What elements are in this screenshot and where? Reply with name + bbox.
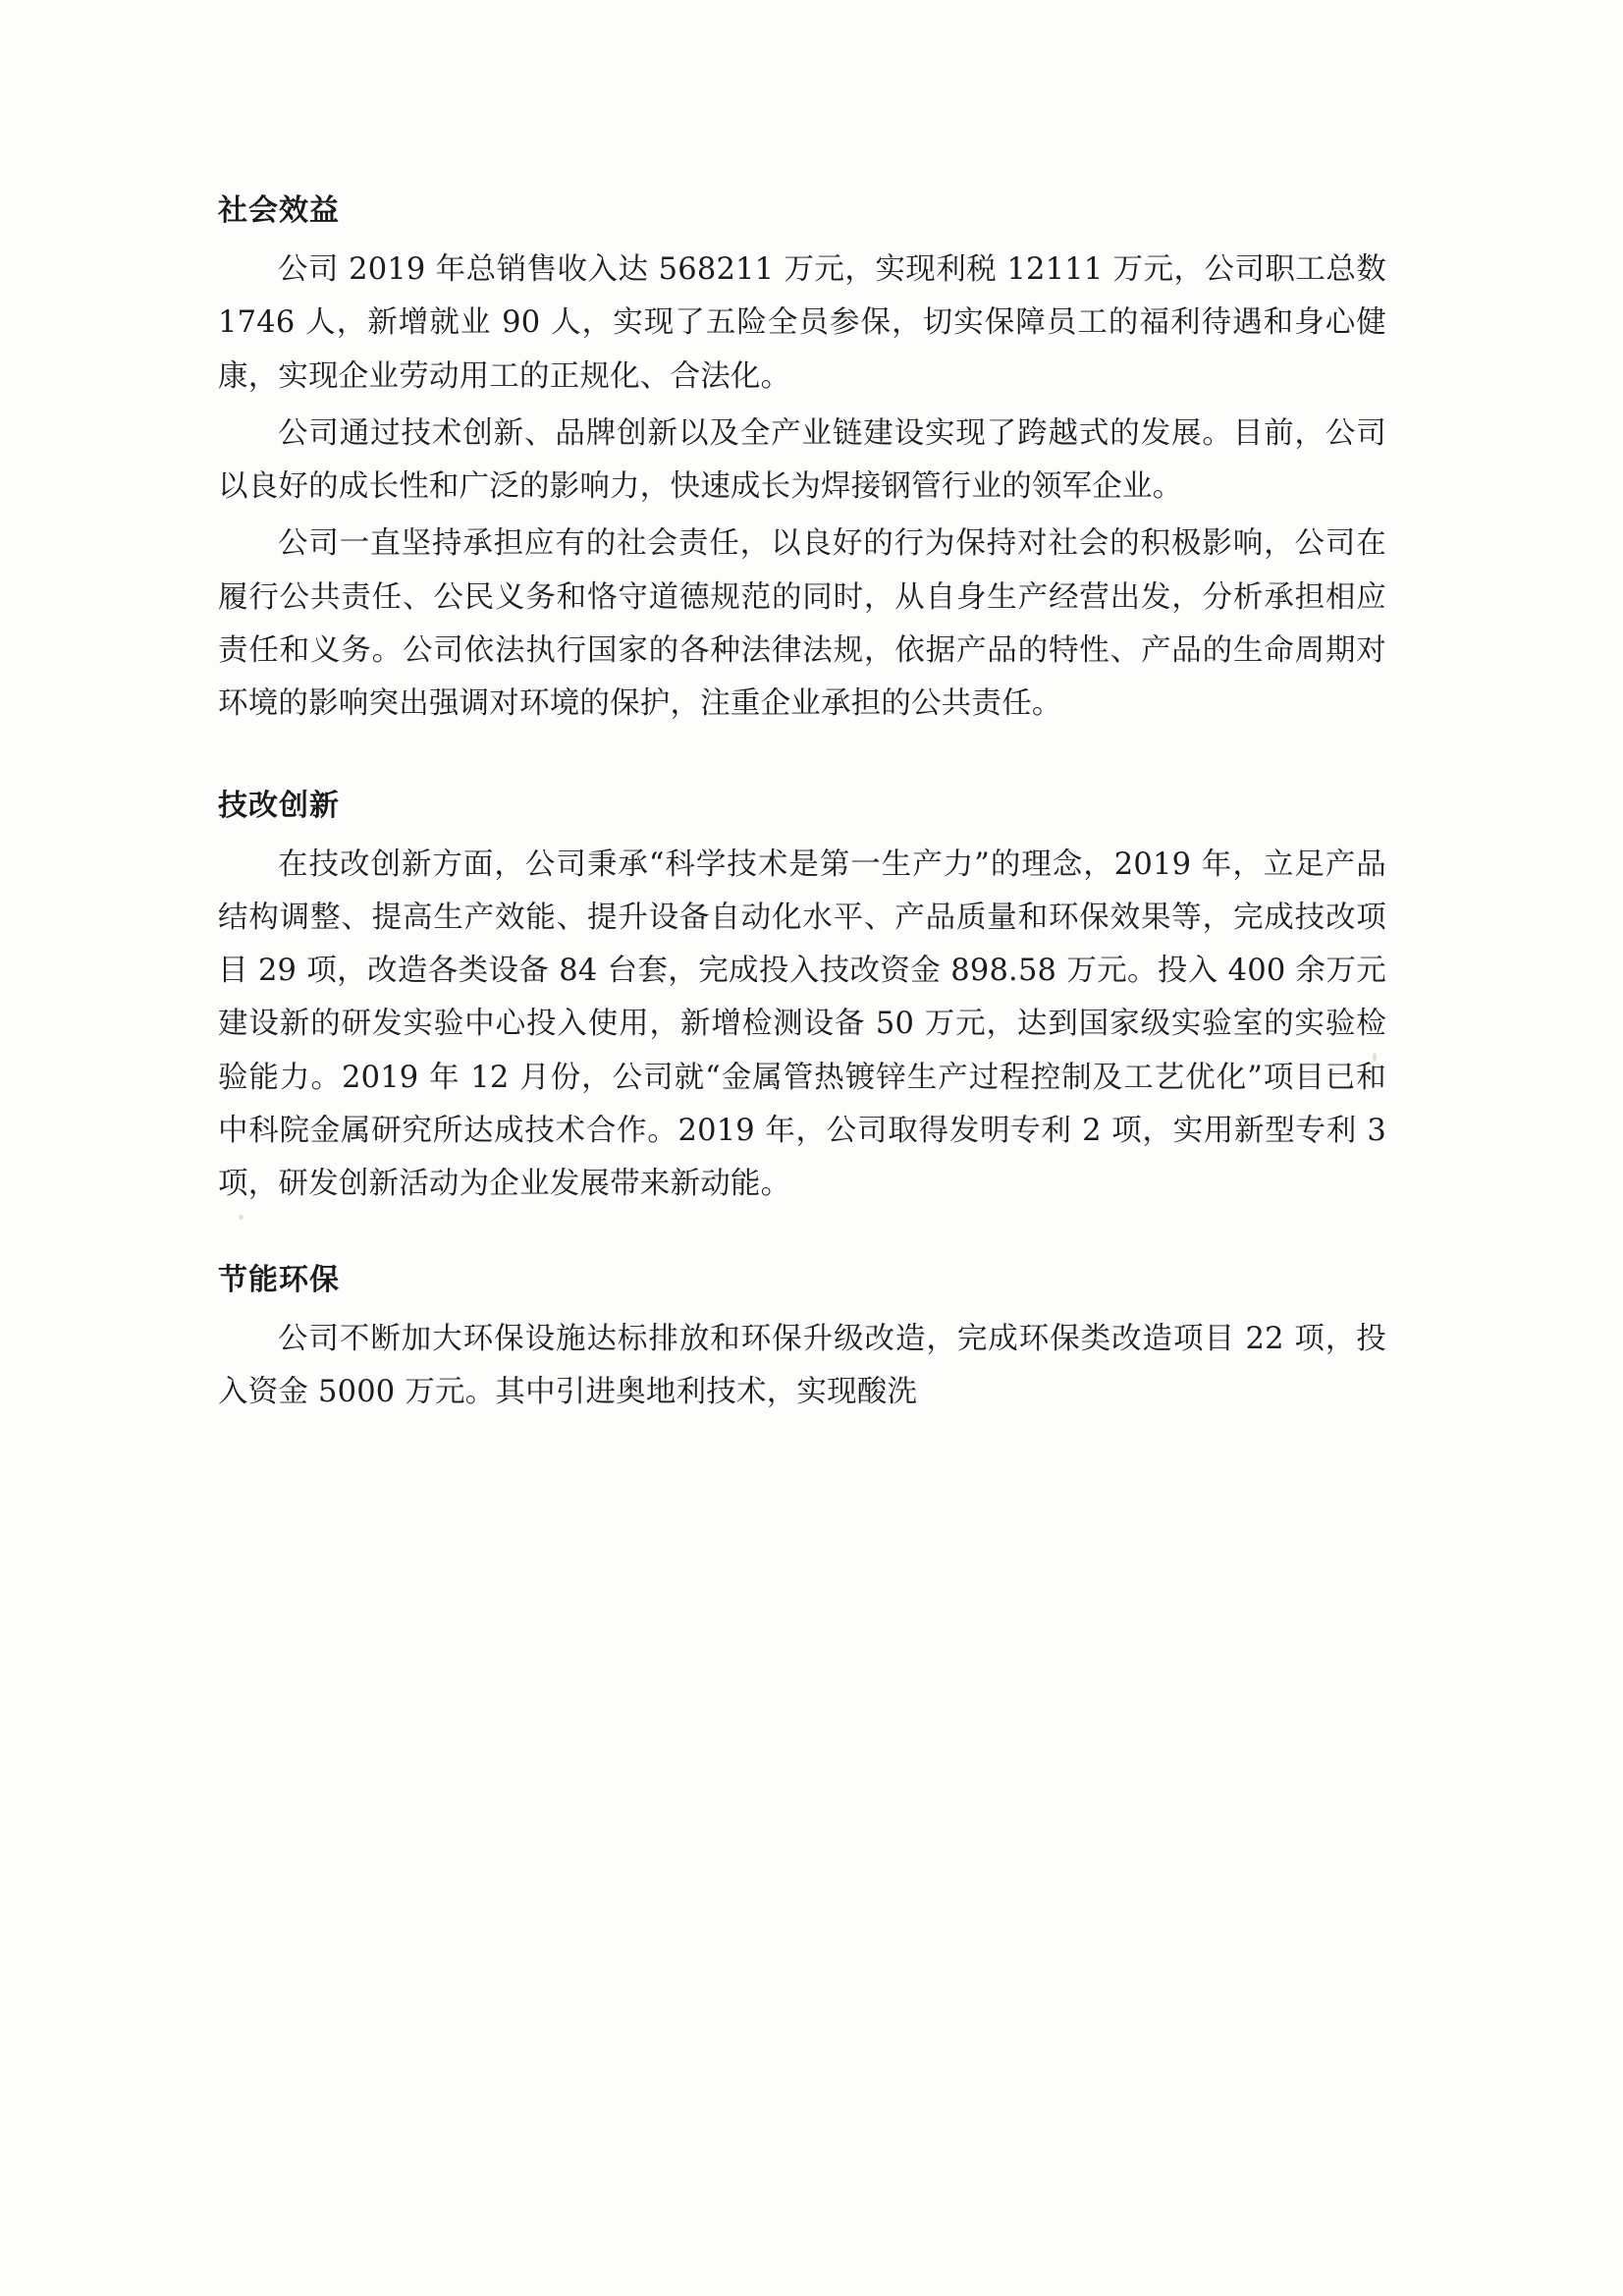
section-spacer [218,1216,1386,1261]
section-heading: 社会效益 [218,193,340,228]
paragraph: 公司不断加大环保设施达标排放和环保升级改造，完成环保类改造项目 22 项，投入资金 5000 万元。其中引进奥地利技术，实现酸洗 [218,1321,1386,1409]
paragraph: 公司一直坚持承担应有的社会责任，以良好的行为保持对社会的积极影响，公司在履行公共责任、公民义务和恪守道德规范的同时，从自身生产经营出发，分析承担相应责任和义务。公司依法执行国家的各种法律法规，依据产品的特性、产品的生命周期对环境的影响突出强调对环境的保护，注重企业承担的公共责任。 [218,526,1386,722]
section-energy-environment [218,1261,1386,1420]
document-body [218,191,1386,1423]
section-spacer [218,736,1386,787]
section-heading: 技改创新 [218,788,340,823]
section-social-benefit [218,191,1386,732]
section-technical-innovation [218,787,1386,1212]
section-heading: 节能环保 [218,1262,340,1297]
paragraph: 公司通过技术创新、品牌创新以及全产业链建设实现了跨越式的发展。目前，公司以良好的成长性和广泛的影响力，快速成长为焊接钢管行业的领军企业。 [218,415,1386,505]
paragraph: 公司 2019 年总销售收入达 568211 万元，实现利税 12111 万元，公司职工总数 1746 人，新增就业 90 人，实现了五险全员参保，切实保障员工的福利待遇和身心健康，实现企业劳动用工的正规化、合法化。 [218,252,1386,394]
paragraph: 在技改创新方面，公司秉承“科学技术是第一生产力”的理念，2019 年，立足产品结构调整、提高生产效能、提升设备自动化水平、产品质量和环保效果等，完成技改项目 29 项，改造各类设备 84 台套，完成投入技改资金 898.58 万元。投入 400 余万元建设新的研发实验中心投入使用，新增检测设备 50 万元，达到国家级实验室的实验检验能力。2019 年 12 月份，公司就“金属管热镀锌生产过程控制及工艺优化”项目已和中科院金属研究所达成技术合作。2019 年，公司取得发明专利 2 项，实用新型专利 3 项，研发创新活动为企业发展带来新动能。 [218,847,1386,1202]
